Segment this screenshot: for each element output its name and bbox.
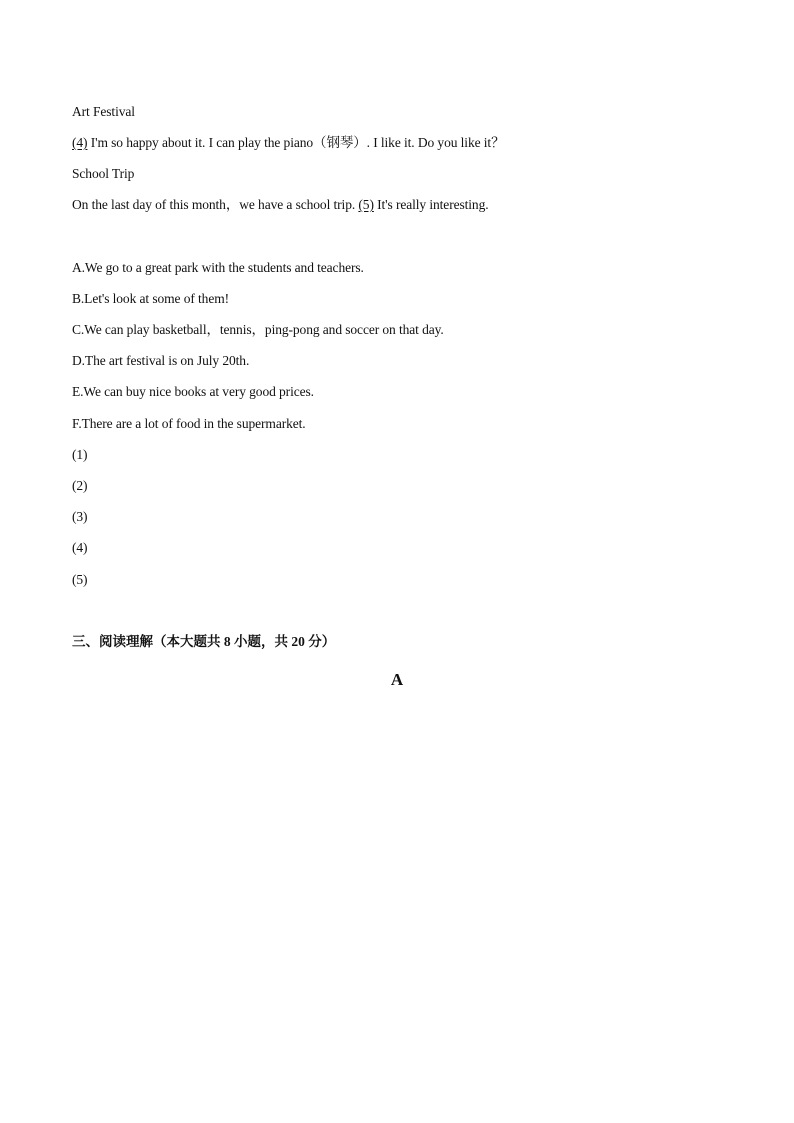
option-d: D.The art festival is on July 20th. — [72, 353, 250, 368]
answer-slot-1: (1) — [72, 447, 88, 462]
passage-label: A — [390, 670, 404, 689]
art-festival-heading: Art Festival — [72, 104, 135, 119]
answer-slot-5: (5) — [72, 572, 88, 587]
art-festival-text: I'm so happy about it. I can play the piano（钢琴）. I like it. Do you like it？ — [87, 135, 505, 150]
school-trip-text-after: It's really interesting. — [373, 197, 489, 212]
art-festival-paragraph — [72, 134, 504, 152]
school-trip-heading: School Trip — [72, 166, 135, 181]
option-c: C.We can play basketball，tennis，ping-pong and soccer on that day. — [72, 322, 444, 337]
answer-slot-2: (2) — [72, 478, 88, 493]
blank-4: (4) — [72, 135, 88, 150]
option-a: A.We go to a great park with the students and teachers. — [72, 260, 364, 275]
option-e: E.We can buy nice books at very good prices. — [72, 384, 314, 399]
answer-slot-4: (4) — [72, 540, 88, 555]
school-trip-paragraph — [72, 196, 489, 214]
school-trip-text-before: On the last day of this month，we have a school trip. — [72, 197, 359, 212]
answer-slot-3: (3) — [72, 509, 88, 524]
option-b: B.Let's look at some of them! — [72, 291, 230, 306]
section-heading: 三、阅读理解（本大题共 8 小题，共 20 分） — [72, 634, 336, 649]
blank-5: (5) — [358, 197, 374, 212]
option-f: F.There are a lot of food in the supermarket. — [72, 416, 306, 431]
